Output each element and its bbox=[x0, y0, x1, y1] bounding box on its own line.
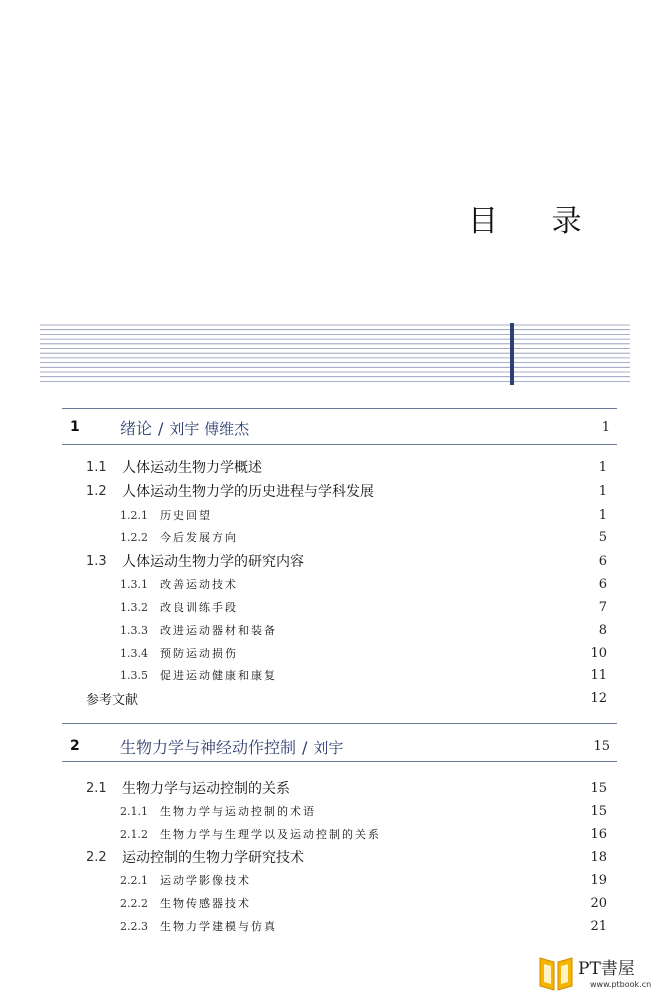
entry-title: 生物力学与运动控制的术语 bbox=[160, 805, 316, 818]
toc-entry bbox=[120, 505, 607, 525]
entry-number: 2.1.2 bbox=[120, 827, 148, 841]
chapter-page: 1 bbox=[601, 419, 610, 435]
entry-page: 19 bbox=[590, 872, 607, 888]
entry-title: 今后发展方向 bbox=[160, 531, 238, 544]
entry-page: 1 bbox=[598, 483, 607, 499]
entry-page: 1 bbox=[598, 459, 607, 475]
entry-title: 生物力学与生理学以及运动控制的关系 bbox=[160, 828, 381, 841]
chapter-title-text: 生物力学与神经动作控制 bbox=[120, 737, 297, 757]
chapter-page: 15 bbox=[593, 738, 610, 754]
entry-title: 历史回望 bbox=[160, 509, 212, 522]
entry-page: 8 bbox=[598, 622, 607, 638]
entry-title: 促进运动健康和康复 bbox=[160, 669, 277, 682]
entry-page: 7 bbox=[598, 599, 607, 615]
entry-title: 人体运动生物力学的历史进程与学科发展 bbox=[122, 484, 374, 500]
toc-entry bbox=[86, 778, 607, 798]
logo-name: PT書屋 bbox=[578, 959, 635, 979]
entry-page: 12 bbox=[590, 690, 607, 706]
logo-url: www.ptbook.cn bbox=[590, 980, 652, 989]
entry-title: 人体运动生物力学的研究内容 bbox=[122, 554, 304, 570]
entry-number: 1.2.2 bbox=[120, 530, 148, 544]
toc-entry bbox=[120, 574, 607, 594]
entry-title: 改善运动技术 bbox=[160, 578, 238, 591]
chapter-authors: 刘宇 傅维杰 bbox=[169, 419, 250, 438]
toc-entry bbox=[120, 801, 607, 821]
chapter-number: 2 bbox=[70, 738, 80, 754]
entry-page: 1 bbox=[598, 507, 607, 523]
entry-page: 21 bbox=[590, 918, 607, 934]
entry-number: 2.2 bbox=[86, 849, 107, 865]
chapter-heading bbox=[70, 735, 610, 757]
entry-title: 预防运动损伤 bbox=[160, 647, 238, 660]
book-icon bbox=[538, 952, 574, 992]
entry-number: 2.2.1 bbox=[120, 873, 148, 887]
entry-number: 1.3.4 bbox=[120, 646, 148, 660]
toc-entry bbox=[120, 597, 607, 617]
entry-title: 运动控制的生物力学研究技术 bbox=[122, 850, 304, 866]
chapter-top-rule bbox=[62, 408, 617, 409]
entry-number: 1.3.1 bbox=[120, 577, 148, 591]
toc-entry bbox=[120, 665, 607, 685]
page-title: 目 录 bbox=[468, 204, 604, 239]
chapter-title-text: 绪论 bbox=[120, 418, 153, 438]
entry-page: 16 bbox=[590, 826, 607, 842]
entry-page: 6 bbox=[598, 576, 607, 592]
entry-page: 15 bbox=[590, 780, 607, 796]
entry-number: 1.2.1 bbox=[120, 508, 148, 522]
entry-number: 1.3.5 bbox=[120, 668, 148, 682]
entry-title: 参考文献 bbox=[86, 692, 139, 708]
toc-entry bbox=[86, 457, 607, 477]
entry-page: 6 bbox=[598, 553, 607, 569]
entry-number: 2.1 bbox=[86, 780, 107, 796]
toc-entry bbox=[86, 551, 607, 571]
entry-title: 人体运动生物力学概述 bbox=[122, 460, 262, 476]
chapter-authors: 刘宇 bbox=[313, 738, 344, 757]
chapter-top-rule bbox=[62, 723, 617, 724]
entry-title: 生物力学与运动控制的关系 bbox=[122, 781, 290, 797]
toc-entry bbox=[120, 643, 607, 663]
entry-number: 1.2 bbox=[86, 483, 107, 499]
entry-number: 1.3.3 bbox=[120, 623, 148, 637]
entry-page: 20 bbox=[590, 895, 607, 911]
publisher-logo bbox=[538, 952, 658, 996]
entry-title: 生物力学建模与仿真 bbox=[160, 920, 277, 933]
entry-page: 5 bbox=[598, 529, 607, 545]
chapter-number: 1 bbox=[70, 419, 80, 435]
author-separator: / bbox=[302, 737, 308, 757]
entry-page: 18 bbox=[590, 849, 607, 865]
entry-title: 运动学影像技术 bbox=[160, 874, 251, 887]
toc-entry bbox=[120, 620, 607, 640]
entry-number: 1.3 bbox=[86, 553, 107, 569]
toc-entry bbox=[86, 847, 607, 867]
entry-number: 2.2.3 bbox=[120, 919, 148, 933]
decorative-header-lines bbox=[40, 323, 630, 385]
entry-number: 2.2.2 bbox=[120, 896, 148, 910]
entry-title: 改良训练手段 bbox=[160, 601, 238, 614]
chapter-bottom-rule bbox=[62, 761, 617, 762]
toc-entry bbox=[86, 481, 607, 501]
toc-entry bbox=[120, 893, 607, 913]
toc-entry bbox=[120, 870, 607, 890]
entry-page: 15 bbox=[590, 803, 607, 819]
entry-title: 生物传感器技术 bbox=[160, 897, 251, 910]
entry-number: 1.3.2 bbox=[120, 600, 148, 614]
toc-entry bbox=[120, 824, 607, 844]
toc-entry bbox=[120, 527, 607, 547]
chapter-heading bbox=[70, 416, 610, 438]
toc-entry bbox=[86, 688, 607, 708]
toc-entry bbox=[120, 916, 607, 936]
entry-title: 改进运动器材和装备 bbox=[160, 624, 277, 637]
chapter-title bbox=[120, 735, 343, 758]
entry-page: 11 bbox=[590, 667, 607, 683]
author-separator: / bbox=[158, 418, 164, 438]
chapter-bottom-rule bbox=[62, 444, 617, 445]
entry-page: 10 bbox=[590, 645, 607, 661]
entry-number: 1.1 bbox=[86, 459, 107, 475]
entry-number: 2.1.1 bbox=[120, 804, 148, 818]
chapter-title bbox=[120, 416, 249, 439]
